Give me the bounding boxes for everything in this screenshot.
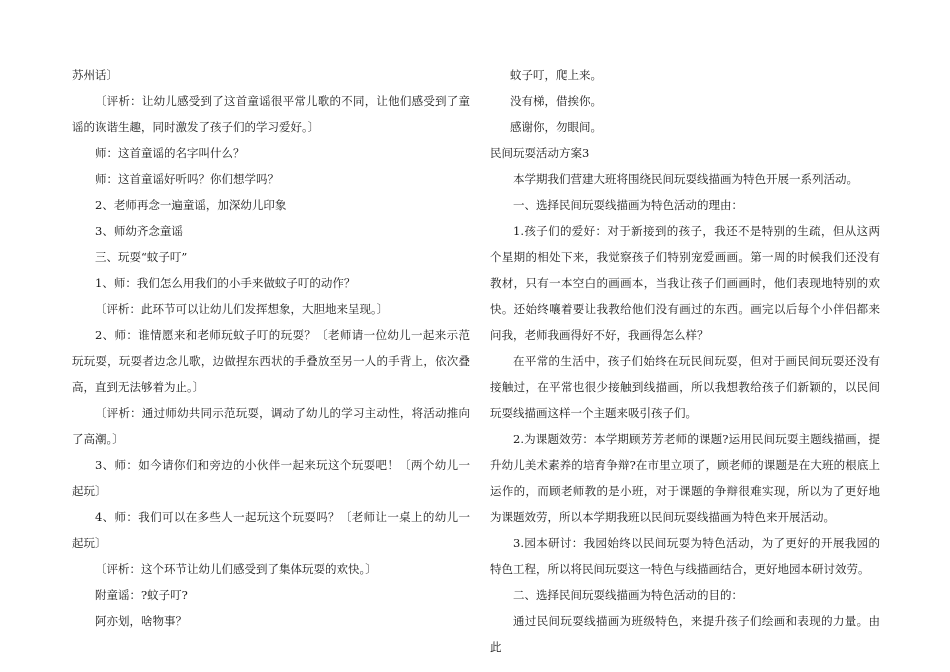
- paragraph: 2.为课题效劳：本学期顾芳芳老师的课题?运用民间玩耍主题线描画，提升幼儿美术素养的培育争辩?在市里立项了，顾老师的课题是在大班的根底上运作的，而顾老师教的是小班，对于课题的争辩很难实现，所以为了更好地为课题效劳，所以本学期我班以民间玩耍线描画为特色来开展活动。: [490, 432, 880, 524]
- paragraph: 蚊子叮，爬上来。: [510, 68, 602, 82]
- paragraph: 2、师：谁情愿来和老师玩蚊子叮的玩耍？〔老师请一位幼儿一起来示范玩玩耍，玩耍者边念儿歌，边做捏东西状的手叠放至另一人的手背上，依次叠高，直到无法够着为止。〕: [72, 328, 470, 394]
- paragraph: 通过民间玩耍线描画为班级特色，来提升孩子们绘画和表现的力量。由此: [490, 614, 880, 654]
- paragraph: 感谢你，勿眼间。: [510, 120, 602, 134]
- paragraph: 3、师：如今请你们和旁边的小伙伴一起来玩这个玩耍吧！〔两个幼儿一起玩〕: [72, 458, 470, 498]
- paragraph: 〔评析：让幼儿感受到了这首童谣很平常儿歌的不同，让他们感受到了童谣的诙谐生趣，同时激发了孩子们的学习爱好。〕: [72, 94, 470, 134]
- paragraph: 〔评析：通过师幼共同示范玩耍，调动了幼儿的学习主动性，将活动推向了高潮。〕: [72, 406, 470, 446]
- paragraph: 在平常的生活中，孩子们始终在玩民间玩耍，但对于画民间玩耍还没有接触过，在平常也很少接触到线描画，所以我想教给孩子们新颖的，以民间玩耍线描画这样一个主题来吸引孩子们。: [490, 354, 880, 420]
- paragraph: 一、选择民间玩耍线描画为特色活动的理由：: [513, 198, 743, 212]
- right-column: [490, 62, 880, 660]
- paragraph: 附童谣：?蚊子叮?: [95, 588, 188, 602]
- left-column: [72, 62, 470, 634]
- paragraph: 〔评析：此环节可以让幼儿们发挥想象，大胆地来呈现。〕: [95, 302, 389, 316]
- paragraph: 4、师：我们可以在多些人一起玩这个玩耍吗？〔老师让一桌上的幼儿一起玩〕: [72, 510, 470, 550]
- paragraph: 三、玩耍“蚊子叮”: [95, 250, 188, 264]
- paragraph: 苏州话〕: [72, 68, 118, 82]
- paragraph: 3.园本研讨：我园始终以民间玩耍为特色活动，为了更好的开展我园的特色工程，所以将民间玩耍这一特色与线描画结合，更好地园本研讨效劳。: [490, 536, 880, 576]
- paragraph: 没有梯，借挨你。: [510, 94, 602, 108]
- paragraph: 1.孩子们的爱好：对于新接到的孩子，我还不是特别的生疏，但从这两个星期的相处下来，我觉察孩子们特别宠爱画画。第一周的时候我们还没有教材，只有一本空白的画画本，当我让孩子们画画时，他们表现地特别的欢快。还始终嚷着要让我教给他们没有画过的东西。画完以后每个小伴侣都来问我，老师我画得好不好，我画得怎么样？: [490, 224, 880, 342]
- paragraph: 师：这首童谣的名字叫什么？: [95, 146, 245, 160]
- paragraph: 本学期我们营建大班将围绕民间玩耍线描画为特色开展一系列活动。: [513, 172, 858, 186]
- paragraph: 师：这首童谣好听吗？你们想学吗？: [95, 172, 279, 186]
- paragraph: 阿亦划，啥物事？: [95, 614, 187, 628]
- paragraph: 〔评析：这个环节让幼儿们感受到了集体玩耍的欢快。〕: [95, 562, 377, 576]
- paragraph: 2、老师再念一遍童谣，加深幼儿印象: [95, 198, 287, 212]
- paragraph: 民间玩耍活动方案3: [490, 146, 590, 160]
- paragraph: 3、师幼齐念童谣: [95, 224, 183, 238]
- paragraph: 二、选择民间玩耍线描画为特色活动的目的：: [513, 588, 743, 602]
- paragraph: 1、师：我们怎么用我们的小手来做蚊子叮的动作？: [95, 276, 356, 290]
